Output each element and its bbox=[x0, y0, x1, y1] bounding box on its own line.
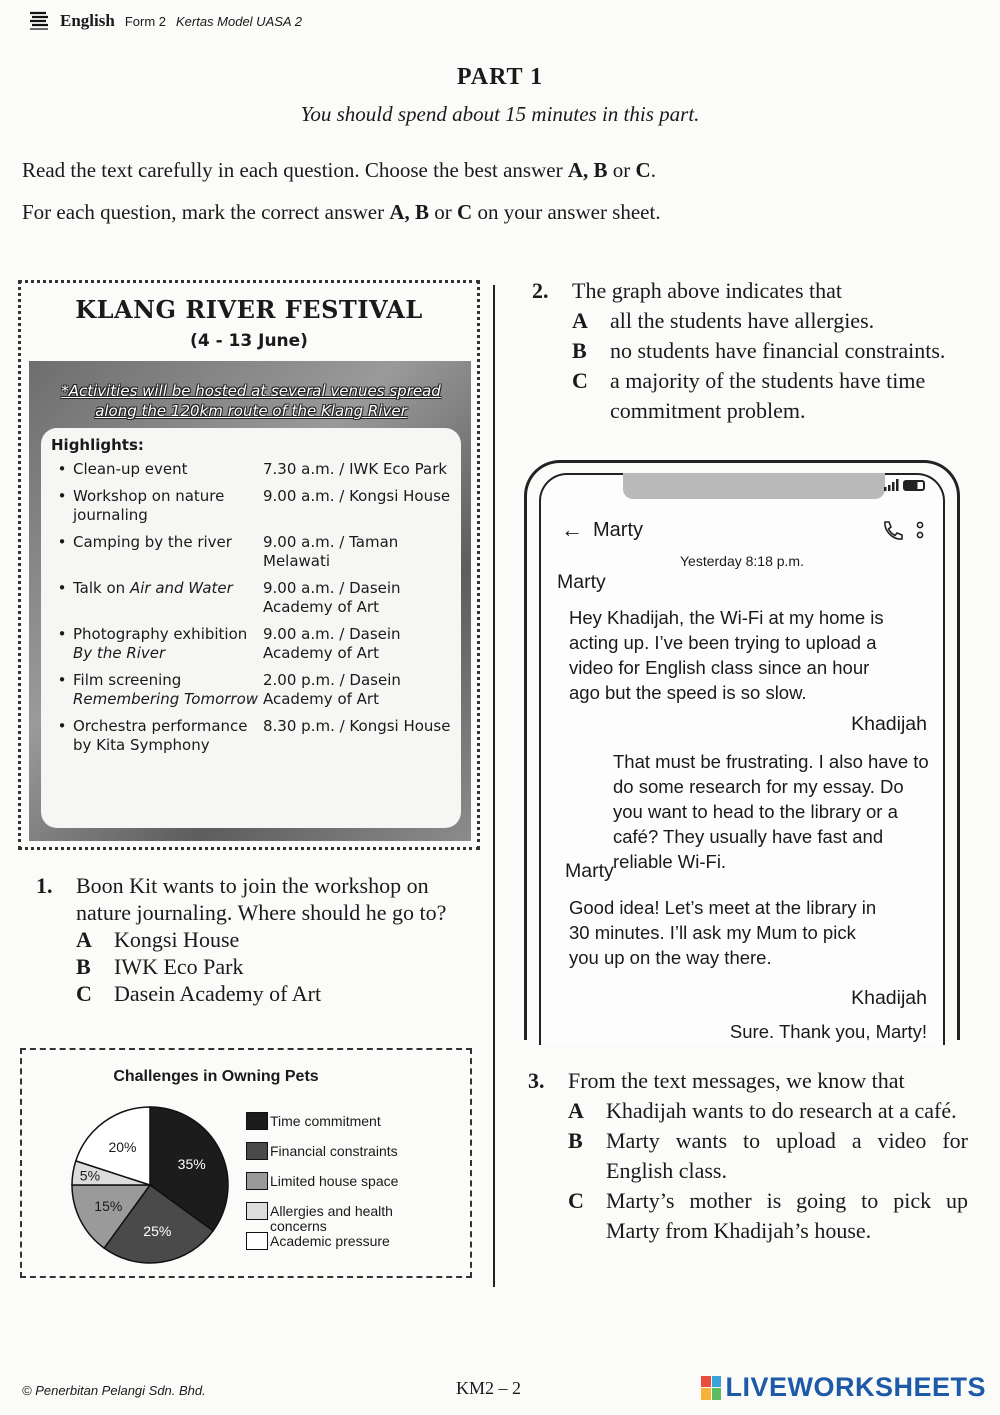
phone-screen bbox=[539, 473, 945, 1045]
festival-note: *Activities will be hosted at several venues spread along the 120km route of the Klang River bbox=[61, 382, 441, 420]
more-options-icon[interactable] bbox=[915, 519, 925, 541]
battery-icon bbox=[903, 480, 925, 491]
question-stem: Boon Kit wants to join the workshop on nature journaling. Where should he go to? bbox=[76, 873, 447, 925]
answer-option-b[interactable]: B IWK Eco Park bbox=[76, 954, 244, 979]
chat-header bbox=[561, 515, 925, 545]
question-number: 2. bbox=[532, 278, 549, 303]
phone-call-icon[interactable] bbox=[881, 519, 903, 541]
answer-option-a[interactable]: A all the students have allergies. bbox=[572, 308, 875, 333]
message-sender: Khadijah bbox=[851, 987, 927, 1009]
part-title: PART 1 bbox=[456, 64, 544, 90]
page-number: KM2 – 2 bbox=[456, 1378, 522, 1398]
status-bar bbox=[883, 479, 925, 491]
chart-legend bbox=[246, 1112, 420, 1262]
question-number: 3. bbox=[528, 1068, 545, 1093]
chat-message: Hey Khadijah, the Wi-Fi at my home is acting up. I’ve been trying to upload a video for English class since an hour ago but the speed is so slow. bbox=[569, 607, 884, 703]
festival-dates: (4 - 13 June) bbox=[190, 331, 308, 351]
legend-label: Financial constraints bbox=[270, 1143, 398, 1159]
highlight-item: • Photography exhibition By the River 9.00 a.m. / Dasein Academy of Art bbox=[57, 625, 401, 662]
chat-message: That must be frustrating. I also have to do some research for my essay. Do you want to head to the library or a café? They usually have fast and reliable Wi-Fi. bbox=[613, 751, 929, 872]
pie-slice-label: 35% bbox=[177, 1155, 206, 1172]
message-sender: Khadijah bbox=[851, 713, 927, 735]
page-header bbox=[28, 10, 302, 32]
highlight-item: • Workshop on nature journaling 9.00 a.m. / Kongsi House bbox=[57, 487, 451, 524]
back-arrow-icon[interactable]: ← bbox=[561, 517, 583, 542]
question-3 bbox=[528, 1066, 968, 1246]
legend-swatch bbox=[246, 1202, 268, 1220]
answer-option-b[interactable]: B no students have financial constraints. bbox=[572, 338, 946, 363]
chat-message: Good idea! Let’s meet at the library in 30 minutes. I’ll ask my Mum to pick you up on the way there. bbox=[569, 897, 877, 968]
highlight-item: • Film screening Remembering Tomorrow 2.00 p.m. / Dasein Academy of Art bbox=[57, 671, 401, 708]
answer-option-b[interactable]: B Marty wants to upload a video for English class. bbox=[568, 1128, 968, 1183]
legend-item bbox=[246, 1142, 420, 1172]
phone-notch bbox=[623, 473, 885, 499]
highlight-item: • Orchestra performance by Kita Symphony 8.30 p.m. / Kongsi House bbox=[57, 717, 451, 754]
legend-item bbox=[246, 1172, 420, 1202]
pie-slice-label: 25% bbox=[143, 1223, 172, 1240]
part-subtitle: You should spend about 15 minutes in this part. bbox=[300, 102, 700, 126]
chat-timestamp: Yesterday 8:18 p.m. bbox=[679, 553, 804, 569]
highlight-item: • Camping by the river 9.00 a.m. / Taman Melawati bbox=[57, 533, 399, 570]
question-number: 1. bbox=[36, 873, 53, 898]
message-sender: Marty bbox=[565, 860, 614, 882]
highlight-item: • Clean-up event 7.30 a.m. / IWK Eco Park bbox=[57, 460, 448, 478]
chat-contact-name: Marty bbox=[593, 518, 643, 541]
publisher-credit: © Penerbitan Pelangi Sdn. Bhd. bbox=[22, 1383, 206, 1398]
legend-label: Time commitment bbox=[270, 1113, 381, 1129]
question-1 bbox=[36, 872, 486, 1007]
question-stem: From the text messages, we know that bbox=[568, 1068, 905, 1093]
legend-item bbox=[246, 1112, 420, 1142]
column-divider bbox=[493, 285, 495, 1287]
liveworksheets-brand[interactable]: LIVEWORKSHEETS bbox=[701, 1372, 986, 1403]
legend-swatch bbox=[246, 1112, 268, 1130]
chart-title: Challenges in Owning Pets bbox=[113, 1068, 319, 1085]
answer-option-c[interactable]: C a majority of the students have time commitment problem. bbox=[572, 368, 926, 423]
instruction-2: For each question, mark the correct answer A, B or C on your answer sheet. bbox=[22, 200, 661, 224]
form-label: Form 2 bbox=[124, 13, 166, 29]
liveworksheets-logo-icon bbox=[701, 1376, 721, 1400]
festival-title: KLANG RIVER FESTIVAL bbox=[75, 295, 423, 324]
paper-label: Kertas Model UASA 2 bbox=[175, 13, 302, 29]
legend-item bbox=[246, 1202, 420, 1232]
message-sender: Marty bbox=[557, 571, 606, 593]
phone-frame bbox=[524, 460, 960, 1040]
answer-option-a[interactable]: A Kongsi House bbox=[76, 927, 240, 952]
pie-slice-label: 5% bbox=[79, 1167, 101, 1184]
pie-chart bbox=[62, 1100, 242, 1270]
pie-slice-label: 20% bbox=[108, 1139, 137, 1156]
answer-option-c[interactable]: C Marty’s mother is going to pick up Marty from Khadijah’s house. bbox=[568, 1188, 968, 1243]
answer-option-c[interactable]: C Dasein Academy of Art bbox=[76, 981, 322, 1006]
legend-swatch bbox=[246, 1232, 268, 1250]
legend-label: Academic pressure bbox=[270, 1233, 390, 1249]
legend-label: Allergies and health concerns bbox=[270, 1203, 393, 1234]
highlights-title: Highlights: bbox=[51, 436, 144, 454]
publisher-logo-icon bbox=[28, 10, 50, 32]
pie-chart-box bbox=[20, 1048, 472, 1278]
chat-message: Sure. Thank you, Marty! bbox=[729, 1021, 927, 1042]
pie-slice-label: 15% bbox=[94, 1198, 123, 1215]
signal-icon bbox=[883, 479, 899, 491]
highlights-card bbox=[41, 428, 461, 828]
legend-swatch bbox=[246, 1172, 268, 1190]
legend-label: Limited house space bbox=[270, 1173, 399, 1189]
legend-swatch bbox=[246, 1142, 268, 1160]
subject-label: English bbox=[60, 11, 115, 30]
legend-item bbox=[246, 1232, 420, 1262]
festival-poster bbox=[18, 280, 480, 850]
instruction-1: Read the text carefully in each question. Choose the best answer A, B or C. bbox=[22, 158, 656, 182]
question-stem: The graph above indicates that bbox=[572, 278, 843, 303]
highlight-item: • Talk on Air and Water 9.00 a.m. / Dasein Academy of Art bbox=[57, 579, 401, 616]
question-2 bbox=[532, 276, 972, 426]
answer-option-a[interactable]: A Khadijah wants to do research at a café. bbox=[568, 1098, 957, 1123]
